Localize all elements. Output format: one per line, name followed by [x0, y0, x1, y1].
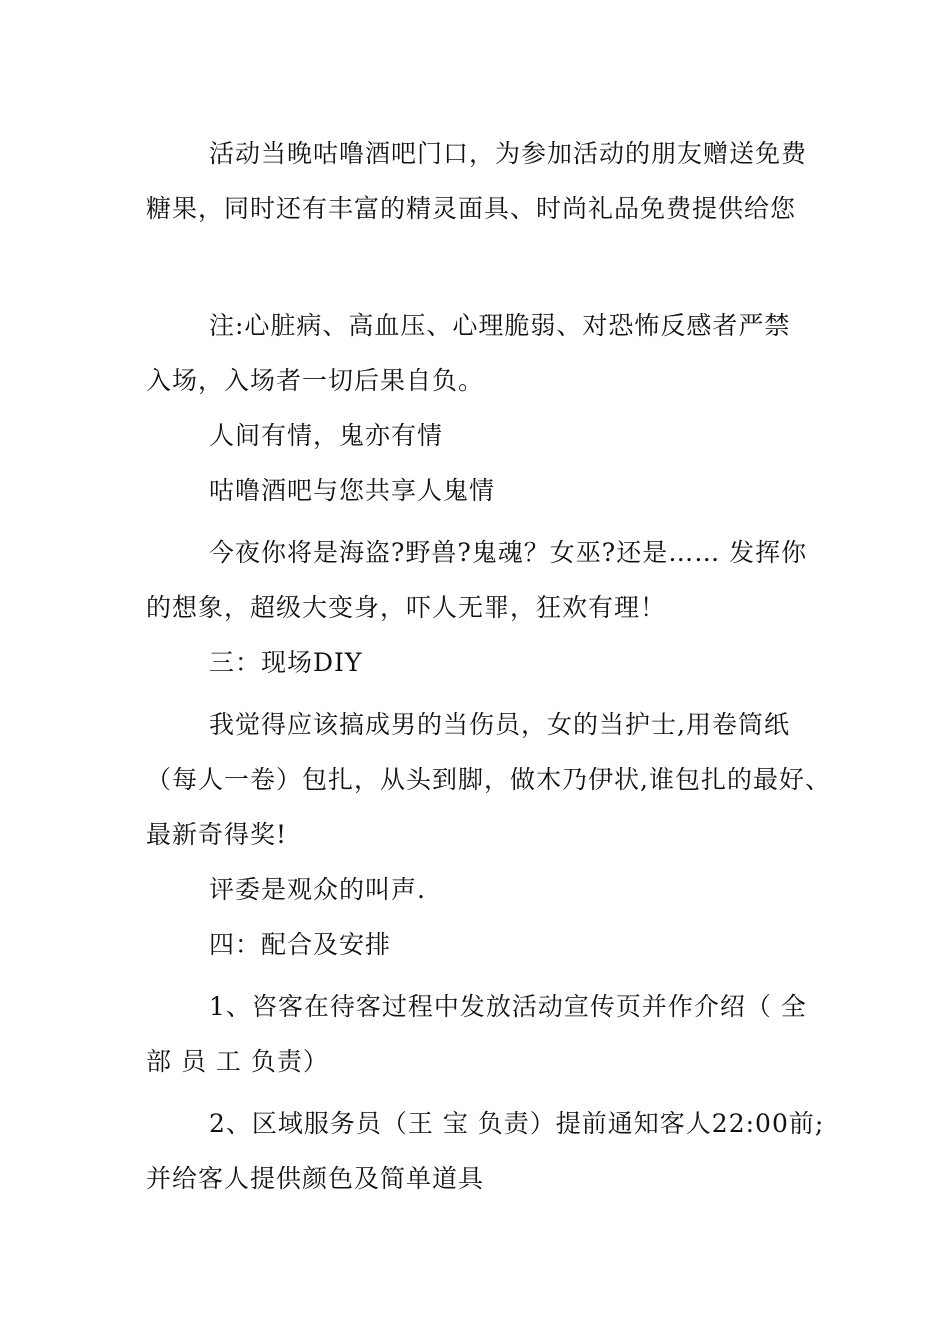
slogan-line-1: 人间有情，鬼亦有情 [209, 421, 444, 450]
paragraph-diy-line-2: （每人一卷）包扎，从头到脚，做木乃伊状,谁包扎的最好、 [146, 765, 831, 794]
arrangement-item-2-line-2: 并给客人提供颜色及简单道具 [146, 1164, 485, 1193]
section-heading-arrangement: 四：配合及安排 [209, 930, 392, 959]
paragraph-diy-line-3: 最新奇得奖! [146, 820, 288, 849]
paragraph-costume-line-2: 的想象，超级大变身，吓人无罪，狂欢有理！ [146, 593, 667, 622]
paragraph-line-2: 糖果，同时还有丰富的精灵面具、时尚礼品免费提供给您 [146, 194, 797, 223]
notice-line-2: 入场，入场者一切后果自负。 [146, 366, 485, 395]
notice-line-1: 注:心脏病、高血压、心理脆弱、对恐怖反感者严禁 [209, 311, 791, 340]
arrangement-item-1-line-1: 1、咨客在待客过程中发放活动宣传页并作介绍（ 全 [209, 992, 807, 1021]
paragraph-line-1: 活动当晚咕噜酒吧门口，为参加活动的朋友赠送免费 [209, 139, 808, 168]
judges-line: 评委是观众的叫声. [209, 875, 426, 904]
arrangement-item-1-line-2: 部 员 工 负责） [146, 1047, 329, 1076]
paragraph-costume-line-1: 今夜你将是海盗?野兽?鬼魂？女巫?还是…… 发挥你 [209, 538, 808, 567]
section-heading-diy: 三：现场DIY [209, 648, 363, 677]
arrangement-item-2-line-1: 2、区域服务员（王 宝 负责）提前通知客人22:00前; [209, 1109, 825, 1138]
slogan-line-2: 咕噜酒吧与您共享人鬼情 [209, 476, 496, 505]
paragraph-diy-line-1: 我觉得应该搞成男的当伤员，女的当护士,用卷筒纸 [209, 710, 790, 739]
